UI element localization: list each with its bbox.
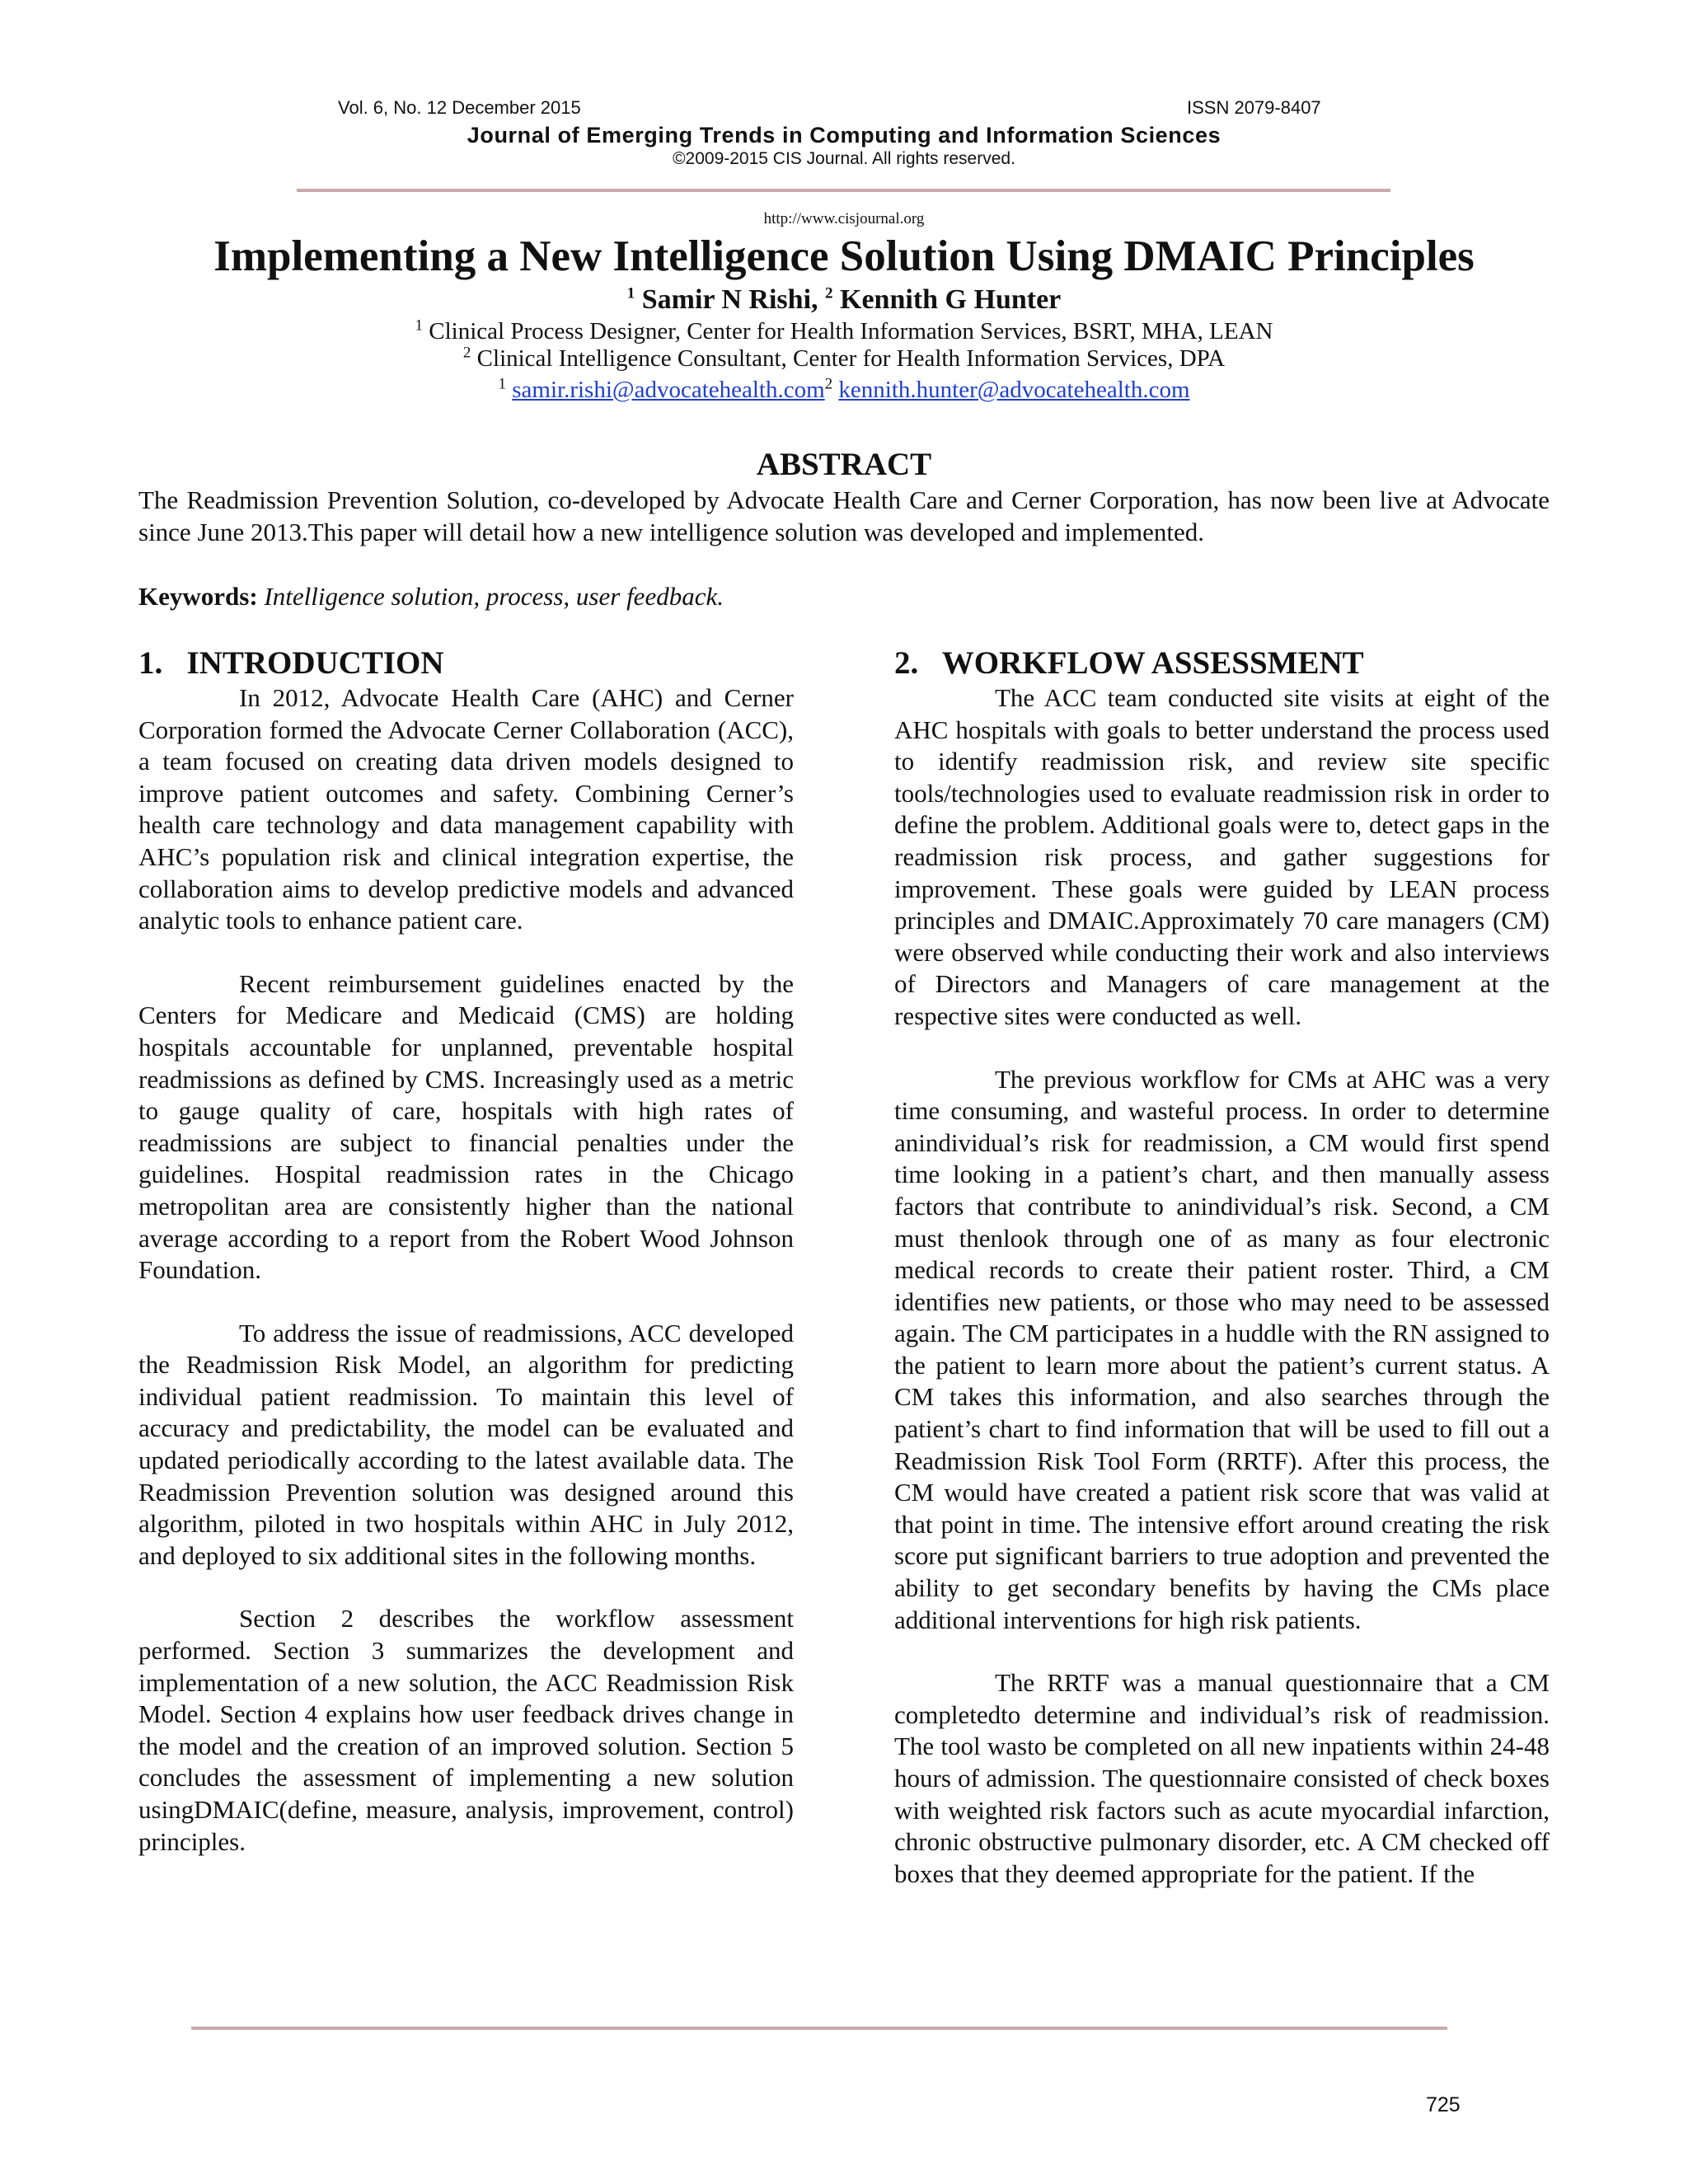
intro-paragraph-2: Recent reimbursement guidelines enacted by the Centers for Medicare and Medicaid (CMS) are holding hospitals accountable for unplanned, preventable hospital readmissions as defined by CMS. Increasingly used as a metric to gauge quality of care, hospitals with high rates of readmissions are subject to financial penalties under the guidelines. Hospital readmission rates in the Chicago metropolitan area are consistently higher than the national average according to a report from the Robert Wood Johnson Foundation. [138,968,794,1285]
author-2-number: 2 [825,284,833,302]
affiliation-1-number: 1 [415,316,423,335]
email-2-number: 2 [824,375,833,393]
affiliation-1 [0,316,1688,346]
header-rule [297,189,1390,192]
email-line [0,375,1688,405]
page-number: 725 [1426,2093,1461,2116]
keywords-line [138,581,724,612]
author-1-number: 1 [626,284,635,302]
journal-copyright: ©2009-2015 CIS Journal. All rights reserved. [673,149,1015,168]
email-1-link[interactable]: samir.rishi@advocatehealth.com [512,377,825,403]
workflow-paragraph-2: The previous workflow for CMs at AHC was a very time consuming, and wasteful process. In order to determine anindividual’s risk for readmission, a CM would first spend time looking in a patient’s chart, and then manually assess factors that contribute to anindividual’s risk. Second, a CM must thenlook through one of as many as four electronic medical records to create their patient roster. Third, a CM identifies new patients, or those who may need to be assessed again. The CM participates in a huddle with the RN assigned to the patient to learn more about the patient’s current status. A CM takes this information, and also searches through the patient’s chart to find information that will be used to fill out a Readmission Risk Tool Form (RRTF). After this process, the CM would have created a patient risk score that was valid at that point in time. The intensive effort around creating the risk score put significant barriers to true adoption and prevented the ability to get secondary benefits by having the CMs place additional interventions for high risk patients. [894,1064,1550,1634]
section-workflow-assessment [894,644,1550,1890]
intro-paragraph-4: Section 2 describes the workflow assessment performed. Section 3 summarizes the development and implementation of a new solution, the ACC Readmission Risk Model. Section 4 explains how user feedback drives change in the model and the creation of an improved solution. Section 5 concludes the assessment of implementing a new solution usingDMAIC(define, measure, analysis, improvement, control) principles. [138,1604,794,1856]
keywords-label: Keywords: [138,582,258,611]
affiliation-2-number: 2 [462,344,471,362]
email-1-number: 1 [498,375,506,393]
intro-paragraph-1: In 2012, Advocate Health Care (AHC) and Cerner Corporation formed the Advocate Cerner Collaboration (ACC), a team focused on creating data driven models designed to improve patient outcomes and safety. Combining Cerner’s health care technology and data management capability with AHC’s population risk and clinical integration expertise, the collaboration aims to develop predictive models and advanced analytic tools to enhance patient care. [138,683,794,935]
paper-title: Implementing a New Intelligence Solution Using DMAIC Principles [213,232,1475,280]
workflow-paragraph-1: The ACC team conducted site visits at eight of the AHC hospitals with goals to better understand the process used to identify readmission risk, and review site specific tools/technologies used to evaluate readmission risk in order to define the problem. Additional goals were to, detect gaps in the readmission risk process, and gather suggestions for improvement. These goals were guided by LEAN process principles and DMAIC.Approximately 70 care managers (CM) were observed while conducting their work and also interviews of Directors and Managers of care management at the respective sites were conducted as well. [894,683,1550,1030]
section-2-heading: 2. WORKFLOW ASSESSMENT [894,645,1364,681]
journal-volume: Vol. 6, No. 12 December 2015 [338,97,581,118]
author-line [0,283,1688,317]
journal-name: Journal of Emerging Trends in Computing and Information Sciences [467,123,1221,148]
author-1-name: Samir N Rishi, [641,284,818,315]
abstract-text: The Readmission Prevention Solution, co-developed by Advocate Health Care and Cerner Corporation, has now been live at Advocate since June 2013.This paper will detail how a new intelligence solution was developed and implemented. [138,485,1550,546]
affiliation-1-text: Clinical Process Designer, Center for Health Information Services, BSRT, MHA, LEAN [429,318,1273,344]
affiliation-2-text: Clinical Intelligence Consultant, Center for Health Information Services, DPA [476,345,1226,372]
section-introduction [138,644,794,1858]
section-1-heading: 1. INTRODUCTION [138,645,444,681]
intro-paragraph-3: To address the issue of readmissions, ACC developed the Readmission Risk Model, an algorithm for predicting individual patient readmission. To maintain this level of accuracy and predictability, the model can be evaluated and updated periodically according to the latest available data. The Readmission Prevention solution was designed around this algorithm, piloted in two hospitals within AHC in July 2012, and deployed to six additional sites in the following months. [138,1318,794,1570]
author-2-name: Kennith G Hunter [840,284,1062,315]
footer-rule [191,2027,1447,2030]
workflow-paragraph-3: The RRTF was a manual questionnaire that a CM completedto determine and individual’s risk of readmission. The tool wasto be completed on all new inpatients within 24-48 hours of admission. The questionnaire consisted of check boxes with weighted risk factors such as acute myocardial infarction, chronic obstructive pulmonary disorder, etc. A CM checked off boxes that they deemed appropriate for the patient. If the [894,1668,1550,1888]
email-2-link[interactable]: kennith.hunter@advocatehealth.com [838,377,1190,403]
journal-issn: ISSN 2079-8407 [1187,97,1321,118]
affiliation-2 [0,344,1688,373]
abstract-heading: ABSTRACT [756,447,932,482]
journal-url: http://www.cisjournal.org [763,210,925,227]
keywords-text: Intelligence solution, process, user feedback. [264,582,724,611]
